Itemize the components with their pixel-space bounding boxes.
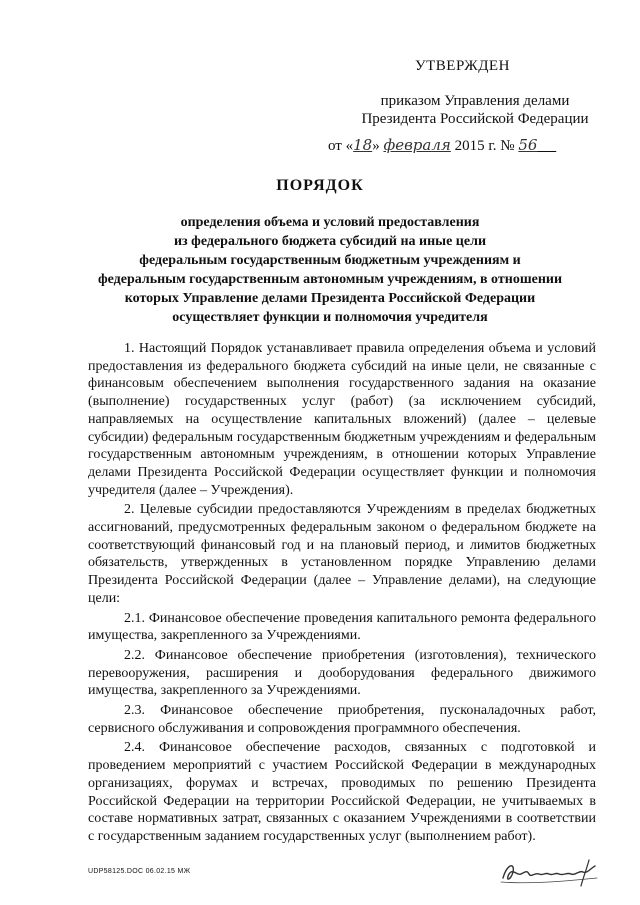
subtitle-line: из федерального бюджета субсидий на иные цели [173, 234, 487, 249]
order-number: 56 [518, 136, 538, 154]
subtitle-line: осуществляет функции и полномочия учредителя [172, 310, 488, 325]
approved-by-line-1: приказом Управления делами [380, 93, 570, 109]
paragraph-2-2: 2.2. Финансовое обеспечение приобретения (изготовления), технического перевооружения, расширения и дооборудования федерального движимого имущества, закрепленного за Учреждениями. [88, 647, 596, 699]
date-prefix: от « [328, 138, 354, 154]
paragraph-1: 1. Настоящий Порядок устанавливает правила определения объема и условий предоставления из федерального бюджета субсидий на иные цели, не связанные с финансовым обеспечением выполнения государственного задания на оказание (выполнение) государственных услуг (работ) (за исключением субсидий, направляемых на осуществление капитальных вложений) (далее – целевые субсидии) федеральным государственным бюджетным учреждениям и федеральным государственным автономным учреждениям, в отношении которых Управление делами Президента Российской Федерации осуществляет функции и полномочия учредителя (далее – Учреждения). [88, 341, 596, 498]
date-month: февраля [383, 136, 451, 154]
document-body [88, 340, 596, 848]
approved-by-line-2: Президента Российской Федерации [361, 111, 589, 127]
signature-image [497, 856, 607, 890]
date-year: 2015 г. № [454, 138, 515, 154]
paragraph-2: 2. Целевые субсидии предоставляются Учреждениям в пределах бюджетных ассигнований, предусмотренных федеральным законом о федеральном бюджете на соответствующий финансовый год и на плановый период, и лимитов бюджетных обязательств, утвержденных в установленном порядке Управлению делами Президента Российской Федерации (далее – Управление делами), на следующие цели: [88, 502, 596, 606]
approved-by [355, 92, 595, 128]
footer-doc-code: UDP58125.DOC 06.02.15 МЖ [88, 868, 191, 875]
paragraph-2-1: 2.1. Финансовое обеспечение проведения капитального ремонта федерального имущества, закрепленного за Учреждениями. [88, 610, 596, 644]
subtitle-line: определения объема и условий предоставления [180, 215, 480, 230]
approved-heading: УТВЕРЖДЕН [415, 58, 510, 74]
document-title: ПОРЯДОК [276, 177, 364, 194]
paragraph-2-4: 2.4. Финансовое обеспечение расходов, связанных с подготовкой и проведением мероприятий с участием Российской Федерации в международных организациях, форумах и встречах, проводимых по решению Президента Российской Федерации на территории Российской Федерации, не учитываемых в составе нормативных затрат, связанных с оказанием Учреждениями в соответствии с государственным заданием государственных услуг (выполнением работ). [88, 740, 596, 844]
order-date-line [328, 136, 556, 155]
paragraph-2-3: 2.3. Финансовое обеспечение приобретения, пусконаладочных работ, сервисного обслуживания и сопровождения программного обеспечения. [88, 703, 596, 736]
subtitle-line: федеральным государственным бюджетным учреждениям и [139, 253, 521, 268]
approval-block [355, 58, 595, 128]
subtitle-line: федеральным государственным автономным учреждениям, в отношении [97, 272, 563, 287]
subtitle-line: которых Управление делами Президента Российской Федерации [124, 291, 536, 306]
document-subtitle [80, 213, 580, 327]
date-mid: » [372, 138, 380, 154]
date-day: 18 [353, 136, 373, 154]
